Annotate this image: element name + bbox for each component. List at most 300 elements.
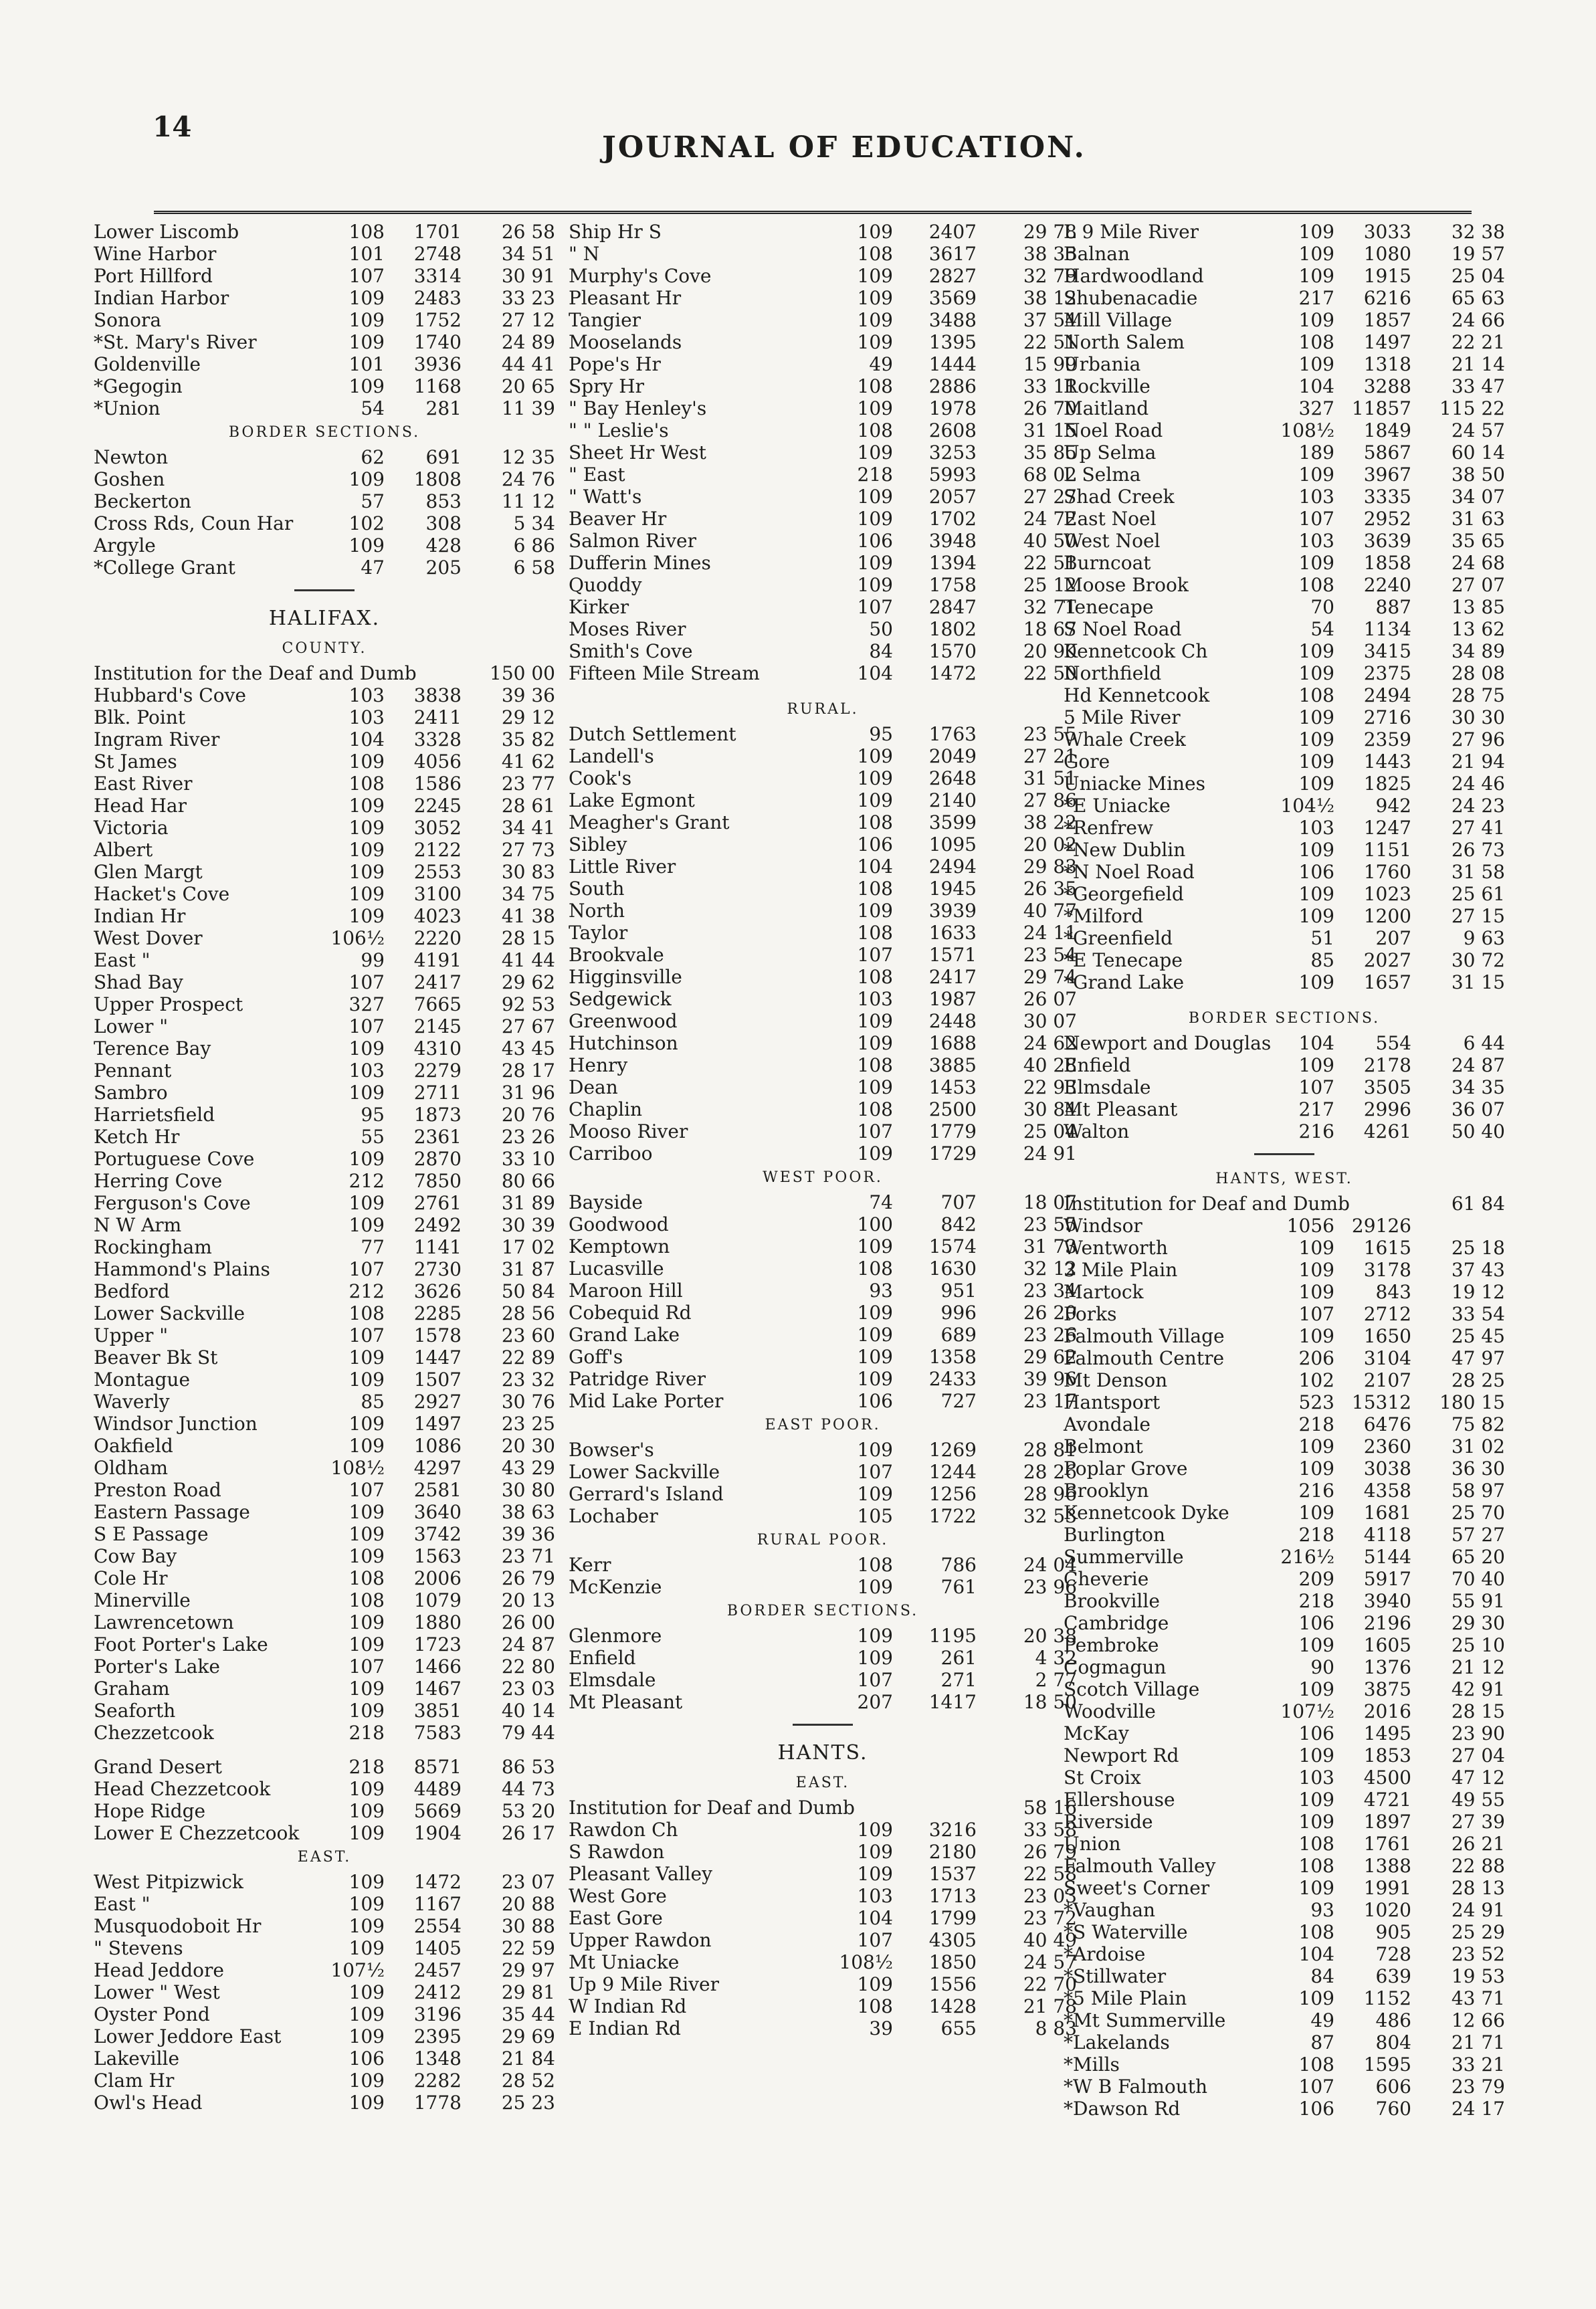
table-row — [94, 1413, 555, 1435]
days-cell: 2361 — [413, 1126, 462, 1148]
sections-cell: 109 — [348, 1611, 385, 1633]
school-name-cell: South — [569, 878, 625, 900]
school-name-cell: *Vaughan — [1064, 1899, 1156, 1921]
school-name-cell: Lower Liscomb — [94, 221, 239, 243]
days-cell: 1080 — [1363, 243, 1411, 265]
grant-cell: 28 25 — [1451, 1369, 1505, 1391]
school-name-cell: Summerville — [1064, 1546, 1184, 1568]
days-cell: 1740 — [413, 331, 462, 353]
school-name-cell: Pleasant Valley — [569, 1863, 712, 1885]
table-row — [569, 1439, 1077, 1461]
grant-cell: 29 83 — [1023, 856, 1077, 878]
table-row — [1064, 1325, 1505, 1347]
table-row — [569, 618, 1077, 640]
table-row — [1064, 1568, 1505, 1590]
school-name-cell: Cross Rds, Coun Har — [94, 512, 294, 534]
grant-cell: 22 70 — [1023, 1973, 1077, 1995]
sections-cell: 104 — [1298, 1032, 1334, 1054]
sections-cell: 108 — [857, 243, 893, 265]
table-row — [94, 243, 555, 265]
sections-cell: 103 — [348, 1060, 385, 1082]
column-3 — [1064, 221, 1505, 2120]
school-name-cell: Uniacke Mines — [1064, 773, 1205, 795]
grant-cell: 34 35 — [1451, 1076, 1505, 1098]
days-cell: 3939 — [928, 900, 977, 922]
sections-cell: 108 — [1298, 2053, 1334, 2076]
grant-cell: 35 44 — [501, 2003, 555, 2025]
school-name-cell: Head Chezzetcook — [94, 1778, 271, 1800]
table-row — [1064, 1120, 1505, 1142]
table-row — [1064, 1789, 1505, 1811]
grant-cell: 27 07 — [1451, 574, 1505, 596]
table-row — [1064, 1303, 1505, 1325]
sections-cell: 93 — [869, 1280, 893, 1302]
days-cell: 1758 — [928, 574, 977, 596]
grant-cell: 11 12 — [501, 490, 555, 512]
days-cell: 2648 — [928, 767, 977, 789]
grant-cell: 31 63 — [1451, 508, 1505, 530]
school-name-cell: Hd Kennetcook — [1064, 684, 1210, 706]
school-name-cell: Sweet's Corner — [1064, 1877, 1210, 1899]
spacer — [94, 1744, 555, 1756]
spacer — [1064, 993, 1505, 1005]
grant-cell: 43 29 — [501, 1457, 555, 1479]
days-cell: 7850 — [413, 1170, 462, 1192]
sections-cell: 104 — [1298, 375, 1334, 397]
days-cell: 2282 — [413, 2070, 462, 2092]
school-name-cell: McKenzie — [569, 1576, 662, 1598]
days-cell: 760 — [1375, 2098, 1411, 2120]
school-name-cell: Hammond's Plains — [94, 1258, 270, 1280]
grant-cell: 26 20 — [1023, 1302, 1077, 1324]
sections-cell: 212 — [348, 1280, 385, 1302]
table-row — [94, 1435, 555, 1457]
days-cell: 3742 — [413, 1523, 462, 1545]
school-name-cell: Moses River — [569, 618, 686, 640]
table-row — [1064, 905, 1505, 927]
sections-cell: 106 — [348, 2047, 385, 2070]
school-name-cell: Woodville — [1064, 1700, 1156, 1722]
grant-cell: 32 71 — [1023, 596, 1077, 618]
table-row — [1064, 2076, 1505, 2098]
school-name-cell: Lower " — [94, 1015, 169, 1037]
table-row — [1064, 552, 1505, 574]
days-cell: 707 — [940, 1191, 977, 1213]
table-row — [1064, 1899, 1505, 1921]
days-cell: 2492 — [413, 1214, 462, 1236]
sections-cell: 109 — [348, 795, 385, 817]
days-cell: 1428 — [928, 1995, 977, 2017]
sections-cell: 109 — [857, 574, 893, 596]
days-cell: 3599 — [928, 811, 977, 833]
table-row — [569, 1951, 1077, 1973]
table-row — [94, 446, 555, 468]
sections-cell: 62 — [361, 446, 385, 468]
days-cell: 2483 — [413, 287, 462, 309]
table-row — [569, 723, 1077, 745]
sections-cell: 216 — [1298, 1120, 1334, 1142]
school-name-cell: *St. Mary's River — [94, 331, 257, 353]
days-cell: 4118 — [1363, 1524, 1411, 1546]
table-row — [1064, 265, 1505, 287]
days-cell: 1761 — [1363, 1833, 1411, 1855]
days-cell: 1688 — [928, 1032, 977, 1054]
days-cell: 5669 — [413, 1800, 462, 1822]
sections-cell: 109 — [857, 331, 893, 353]
sections-cell: 77 — [361, 1236, 385, 1258]
days-cell: 2712 — [1363, 1303, 1411, 1325]
school-name-cell: *New Dublin — [1064, 839, 1186, 861]
school-name-cell: S Rawdon — [569, 1841, 665, 1863]
school-name-cell: Institution for Deaf and Dumb — [569, 1797, 855, 1819]
table-row — [569, 596, 1077, 618]
days-cell: 1388 — [1363, 1855, 1411, 1877]
table-row — [1064, 1811, 1505, 1833]
sections-cell: 109 — [1298, 1811, 1334, 1833]
table-row — [94, 1756, 555, 1778]
grant-cell: 28 08 — [1451, 662, 1505, 684]
table-row — [569, 640, 1077, 662]
grant-cell: 28 52 — [501, 2070, 555, 2092]
school-name-cell: Lochaber — [569, 1505, 658, 1527]
grant-cell: 24 57 — [1023, 1951, 1077, 1973]
sections-cell: 109 — [857, 1368, 893, 1390]
sections-cell: 107 — [348, 1655, 385, 1678]
sections-cell: 109 — [1298, 1259, 1334, 1281]
grant-cell: 26 00 — [501, 1611, 555, 1633]
school-name-cell: Hardwoodland — [1064, 265, 1204, 287]
sections-cell: 218 — [348, 1756, 385, 1778]
table-row — [94, 2092, 555, 2114]
days-cell: 1444 — [928, 353, 977, 375]
days-cell: 1760 — [1363, 861, 1411, 883]
sections-cell: 107 — [348, 1015, 385, 1037]
table-row — [94, 1236, 555, 1258]
days-cell: 4500 — [1363, 1767, 1411, 1789]
table-row — [94, 1501, 555, 1523]
sections-cell: 108 — [857, 966, 893, 988]
days-cell: 5993 — [928, 464, 977, 486]
grant-cell: 26 35 — [1023, 878, 1077, 900]
table-row — [569, 856, 1077, 878]
days-cell: 1269 — [928, 1439, 977, 1461]
table-row — [94, 1915, 555, 1937]
grant-cell: 31 58 — [1451, 861, 1505, 883]
sections-cell: 109 — [348, 2025, 385, 2047]
table-row — [569, 1346, 1077, 1368]
school-name-cell: Rawdon Ch — [569, 1819, 678, 1841]
grant-cell: 29 78 — [1023, 221, 1077, 243]
table-row — [94, 265, 555, 287]
school-name-cell: " " Leslie's — [569, 419, 669, 441]
school-name-cell: Lakeville — [94, 2047, 180, 2070]
grant-cell: 25 12 — [1023, 574, 1077, 596]
grant-cell: 23 77 — [501, 773, 555, 795]
school-name-cell: West Dover — [94, 927, 203, 949]
grant-cell: 24 72 — [1023, 508, 1077, 530]
grant-cell: 150 00 — [490, 662, 555, 684]
school-name-cell: Forks — [1064, 1303, 1117, 1325]
grant-cell: 21 84 — [501, 2047, 555, 2070]
sections-cell: 106 — [857, 1390, 893, 1412]
sections-cell: 84 — [1310, 1965, 1334, 1987]
sections-cell: 54 — [1310, 618, 1334, 640]
school-name-cell: Walton — [1064, 1120, 1130, 1142]
grant-cell: 42 91 — [1451, 1678, 1505, 1700]
sections-cell: 109 — [1298, 773, 1334, 795]
grant-cell: 26 58 — [501, 221, 555, 243]
grant-cell: 30 80 — [501, 1479, 555, 1501]
sections-cell: 107 — [857, 944, 893, 966]
days-cell: 3639 — [1363, 530, 1411, 552]
grant-cell: 37 54 — [1023, 309, 1077, 331]
sections-cell: 109 — [348, 1871, 385, 1893]
days-cell: 2057 — [928, 486, 977, 508]
days-cell: 1722 — [928, 1505, 977, 1527]
days-cell: 4023 — [413, 905, 462, 927]
grant-cell: 33 10 — [501, 1148, 555, 1170]
sections-cell: 103 — [857, 988, 893, 1010]
school-name-cell: *Mills — [1064, 2053, 1120, 2076]
sections-cell: 107 — [1298, 1076, 1334, 1098]
grant-cell: 22 93 — [1023, 1076, 1077, 1098]
school-name-cell: Indian Hr — [94, 905, 186, 927]
days-cell: 2359 — [1363, 728, 1411, 750]
grant-cell: 20 02 — [1023, 833, 1077, 856]
table-row — [94, 750, 555, 773]
table-row — [1064, 1965, 1505, 1987]
sections-cell: 104 — [348, 728, 385, 750]
days-cell: 1605 — [1363, 1634, 1411, 1656]
grant-cell: 27 73 — [501, 839, 555, 861]
table-row — [569, 1819, 1077, 1841]
grant-cell: 17 02 — [501, 1236, 555, 1258]
school-name-cell: E Indian Rd — [569, 2017, 681, 2039]
table-row — [569, 353, 1077, 375]
grant-cell: 4 32 — [1035, 1647, 1077, 1669]
grant-cell: 31 89 — [501, 1192, 555, 1214]
school-name-cell: Gerrard's Island — [569, 1483, 724, 1505]
grant-cell: 31 02 — [1451, 1435, 1505, 1458]
grant-cell: 27 67 — [501, 1015, 555, 1037]
table-row — [94, 1893, 555, 1915]
sections-cell: 108 — [1298, 684, 1334, 706]
school-name-cell: Scotch Village — [1064, 1678, 1200, 1700]
sections-cell — [1271, 1193, 1334, 1215]
sections-cell: 109 — [348, 1915, 385, 1937]
table-row — [94, 861, 555, 883]
days-cell: 15312 — [1351, 1391, 1411, 1413]
table-row — [569, 464, 1077, 486]
sections-cell: 109 — [857, 552, 893, 574]
table-row — [569, 287, 1077, 309]
school-name-cell: Brooklyn — [1064, 1480, 1149, 1502]
table-row — [1064, 1098, 1505, 1120]
days-cell: 281 — [425, 397, 462, 419]
sections-cell: 106 — [1298, 1612, 1334, 1634]
school-name-cell: S Noel Road — [1064, 618, 1182, 640]
grant-cell: 8 83 — [1035, 2017, 1077, 2039]
days-cell — [893, 1797, 977, 1819]
school-name-cell: Head Jeddore — [94, 1959, 224, 1981]
table-row — [94, 557, 555, 579]
days-cell: 728 — [1375, 1943, 1411, 1965]
grant-cell: 22 58 — [1023, 1863, 1077, 1885]
sections-cell: 109 — [1298, 1744, 1334, 1767]
grant-cell: 43 71 — [1451, 1987, 1505, 2009]
grant-cell: 31 96 — [501, 1082, 555, 1104]
table-row — [1064, 1833, 1505, 1855]
grant-cell: 23 17 — [1023, 1390, 1077, 1412]
grant-cell: 34 41 — [501, 817, 555, 839]
table-row — [94, 795, 555, 817]
school-name-cell: Lower Sackville — [94, 1302, 245, 1324]
sections-cell: 109 — [348, 1501, 385, 1523]
grant-cell: 47 12 — [1451, 1767, 1505, 1789]
days-cell: 1630 — [928, 1258, 977, 1280]
grant-cell: 24 62 — [1023, 1032, 1077, 1054]
table-row — [1064, 2031, 1505, 2053]
table-row — [1064, 596, 1505, 618]
school-name-cell: Up Selma — [1064, 441, 1157, 464]
sections-cell: 108½ — [330, 1457, 385, 1479]
days-cell: 2927 — [413, 1391, 462, 1413]
days-cell: 2581 — [413, 1479, 462, 1501]
school-name-cell: East Noel — [1064, 508, 1157, 530]
table-row — [94, 1346, 555, 1369]
sections-cell: 87 — [1310, 2031, 1334, 2053]
sections-cell: 109 — [1298, 309, 1334, 331]
school-name-cell: Lake Egmont — [569, 789, 695, 811]
days-cell: 3328 — [413, 728, 462, 750]
days-cell: 2360 — [1363, 1435, 1411, 1458]
school-name-cell: Oldham — [94, 1457, 169, 1479]
table-row — [1064, 486, 1505, 508]
table-row — [1064, 618, 1505, 640]
table-row — [1064, 243, 1505, 265]
school-name-cell: Victoria — [94, 817, 169, 839]
table-row — [569, 1390, 1077, 1412]
school-name-cell: Pennant — [94, 1060, 172, 1082]
sections-cell: 218 — [1298, 1413, 1334, 1435]
days-cell: 1853 — [1363, 1744, 1411, 1767]
sections-cell: 109 — [857, 1973, 893, 1995]
sections-cell: 99 — [361, 949, 385, 971]
table-row — [569, 1554, 1077, 1576]
sections-cell: 109 — [348, 1435, 385, 1457]
table-row — [1064, 1590, 1505, 1612]
sections-cell: 109 — [348, 1214, 385, 1236]
days-cell: 1134 — [1363, 618, 1411, 640]
grant-cell: 30 76 — [501, 1391, 555, 1413]
days-cell: 2448 — [928, 1010, 977, 1032]
school-name-cell: East " — [94, 1893, 151, 1915]
days-cell: 3505 — [1363, 1076, 1411, 1098]
school-name-cell: Head Har — [94, 795, 187, 817]
table-row — [94, 375, 555, 397]
grant-cell: 49 55 — [1451, 1789, 1505, 1811]
page-number: 14 — [153, 110, 192, 143]
days-cell: 2411 — [413, 706, 462, 728]
table-row — [1064, 662, 1505, 684]
grant-cell: 33 58 — [1023, 1819, 1077, 1841]
school-name-cell: " Bay Henley's — [569, 397, 707, 419]
sections-cell: 109 — [348, 1893, 385, 1915]
days-cell: 1141 — [413, 1236, 462, 1258]
days-cell: 3488 — [928, 309, 977, 331]
table-row — [1064, 1546, 1505, 1568]
grant-cell: 33 21 — [1451, 2053, 1505, 2076]
sections-cell: 109 — [348, 1633, 385, 1655]
sections-cell: 107 — [1298, 1303, 1334, 1325]
days-cell: 1507 — [413, 1369, 462, 1391]
days-cell: 1247 — [1363, 817, 1411, 839]
sections-cell: 106 — [1298, 2098, 1334, 2120]
days-cell: 1578 — [413, 1324, 462, 1346]
section-heading: RURAL. — [787, 701, 859, 718]
table-row — [94, 949, 555, 971]
school-name-cell: S E Passage — [94, 1523, 209, 1545]
grant-cell: 28 13 — [1451, 1877, 1505, 1899]
days-cell: 2122 — [413, 839, 462, 861]
days-cell: 3885 — [928, 1054, 977, 1076]
table-row — [569, 1863, 1077, 1885]
table-row — [1064, 1215, 1505, 1237]
sections-cell: 209 — [1298, 1568, 1334, 1590]
sections-cell: 109 — [857, 397, 893, 419]
school-name-cell: Sheet Hr West — [569, 441, 706, 464]
days-cell: 6476 — [1363, 1413, 1411, 1435]
school-name-cell: Herring Cove — [94, 1170, 223, 1192]
sections-cell: 109 — [857, 508, 893, 530]
grant-cell: 26 17 — [501, 1822, 555, 1844]
school-name-cell: Lawrencetown — [94, 1611, 234, 1633]
sections-cell: 109 — [857, 1576, 893, 1598]
table-row — [569, 1505, 1077, 1527]
sections-cell: 47 — [361, 557, 385, 579]
grant-cell: 11 39 — [501, 397, 555, 419]
table-row — [94, 1104, 555, 1126]
table-row — [1064, 1413, 1505, 1435]
days-cell: 1880 — [413, 1611, 462, 1633]
school-name-cell: Shubenacadie — [1064, 287, 1198, 309]
sections-cell: 103 — [1298, 530, 1334, 552]
school-name-cell: Portuguese Cove — [94, 1148, 255, 1170]
table-row — [94, 1800, 555, 1822]
table-row — [569, 1302, 1077, 1324]
days-cell: 606 — [1375, 2076, 1411, 2098]
school-name-cell: Windsor — [1064, 1215, 1142, 1237]
table-row — [1064, 2009, 1505, 2031]
school-name-cell: Sedgewick — [569, 988, 672, 1010]
grant-cell: 6 44 — [1463, 1032, 1505, 1054]
table-row — [569, 486, 1077, 508]
grant-cell: 40 49 — [1023, 1929, 1077, 1951]
grant-cell: 23 90 — [1451, 1722, 1505, 1744]
school-name-cell: Terence Bay — [94, 1037, 211, 1060]
table-row — [94, 662, 555, 684]
school-name-cell: Cook's — [569, 767, 632, 789]
table-row — [1064, 728, 1505, 750]
sections-cell: 109 — [857, 441, 893, 464]
sections-cell: 102 — [348, 512, 385, 534]
days-cell: 2761 — [413, 1192, 462, 1214]
days-cell: 1348 — [413, 2047, 462, 2070]
table-row — [1064, 640, 1505, 662]
school-name-cell: Fifteen Mile Stream — [569, 662, 760, 684]
days-cell: 1799 — [928, 1907, 977, 1929]
table-row — [1064, 441, 1505, 464]
